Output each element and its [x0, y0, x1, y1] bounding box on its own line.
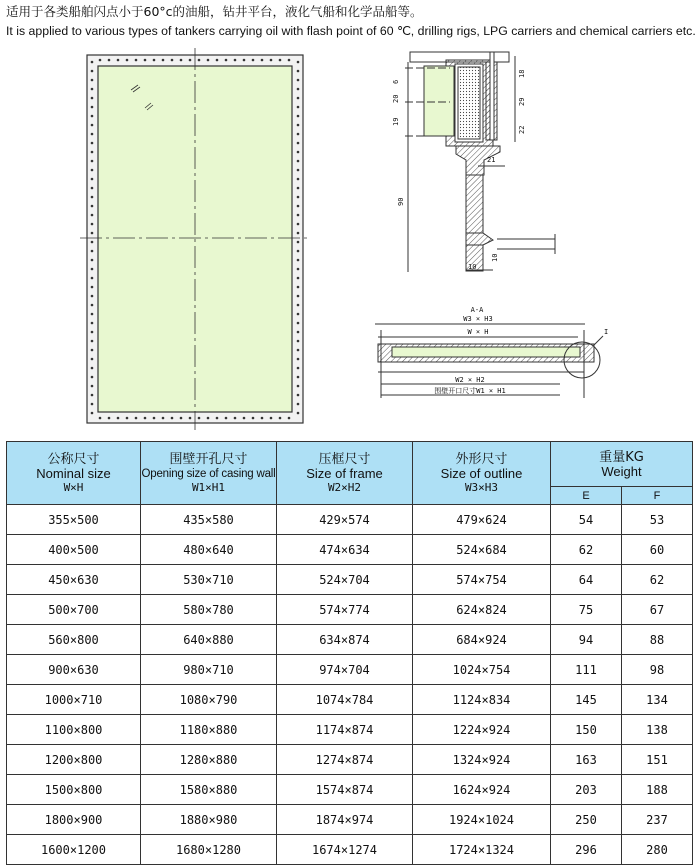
dim-label: 29: [518, 97, 526, 106]
bolt: [180, 417, 183, 420]
cell-frame: 1874×974: [277, 805, 413, 835]
cell-e: 163: [551, 745, 622, 775]
header-en: Nominal size: [36, 466, 111, 481]
header-en: Size of frame: [306, 466, 383, 481]
table-row: [7, 805, 693, 835]
bolt: [126, 417, 129, 420]
cell-e: 296: [551, 835, 622, 865]
cell-e: 111: [551, 655, 622, 685]
section-title: A-A: [470, 306, 484, 314]
bolt: [297, 97, 300, 100]
cell-opening: 1680×1280: [141, 835, 277, 865]
bolt: [91, 232, 94, 235]
bolt: [153, 417, 156, 420]
bolt: [243, 417, 246, 420]
bolt: [297, 358, 300, 361]
cell-opening: 480×640: [141, 535, 277, 565]
bolt: [153, 59, 156, 62]
bolt: [91, 385, 94, 388]
header-weight-f: F: [622, 487, 693, 505]
cell-e: 203: [551, 775, 622, 805]
bolt: [135, 59, 138, 62]
bolt: [189, 59, 192, 62]
cell-frame: 1074×784: [277, 685, 413, 715]
cell-e: 94: [551, 625, 622, 655]
bolt: [261, 417, 264, 420]
header-weight: [551, 442, 693, 487]
header-opening: [141, 442, 277, 505]
bolt: [297, 187, 300, 190]
cell-nominal: 1000×710: [7, 685, 141, 715]
cell-frame: 1274×874: [277, 745, 413, 775]
spec-table-body: [7, 505, 693, 865]
bolt: [91, 79, 94, 82]
cell-opening: 980×710: [141, 655, 277, 685]
intro-chinese: 适用于各类船舶闪点小于60°c的油船，钻井平台，液化气船和化学品船等。: [6, 4, 423, 19]
bolt: [234, 59, 237, 62]
cell-nominal: 450×630: [7, 565, 141, 595]
bolt: [297, 106, 300, 109]
cell-nominal: 355×500: [7, 505, 141, 535]
cell-opening: 435×580: [141, 505, 277, 535]
header-dim: W3×H3: [464, 481, 499, 494]
bolt: [216, 59, 219, 62]
bolt: [225, 417, 228, 420]
bolt: [297, 169, 300, 172]
bolt: [144, 417, 147, 420]
cell-f: 53: [622, 505, 693, 535]
bolt: [279, 417, 282, 420]
header-en: Opening size of casing wall: [141, 468, 276, 480]
cell-opening: 1180×880: [141, 715, 277, 745]
cell-opening: 530×710: [141, 565, 277, 595]
cell-f: 188: [622, 775, 693, 805]
header-en: Size of outline: [440, 466, 523, 481]
bolt: [91, 340, 94, 343]
bolt: [297, 340, 300, 343]
cell-e: 75: [551, 595, 622, 625]
bolt: [91, 286, 94, 289]
bolt: [91, 61, 94, 64]
cell-nominal: 1800×900: [7, 805, 141, 835]
bolt: [297, 124, 300, 127]
dim-nominal: W × H: [467, 328, 489, 336]
cell-nominal: 1600×1200: [7, 835, 141, 865]
bolt: [297, 259, 300, 262]
bolt: [91, 142, 94, 145]
bolt: [91, 133, 94, 136]
cell-opening: 1880×980: [141, 805, 277, 835]
bolt: [297, 241, 300, 244]
bolt: [297, 142, 300, 145]
bolt: [171, 417, 174, 420]
cell-e: 150: [551, 715, 622, 745]
header-weight-e: E: [551, 487, 622, 505]
bolt: [91, 124, 94, 127]
bolt: [207, 59, 210, 62]
bolt: [91, 250, 94, 253]
bolt: [234, 417, 237, 420]
bolt: [297, 313, 300, 316]
spec-table: [6, 441, 693, 865]
table-row: [7, 685, 693, 715]
cell-opening: 1080×790: [141, 685, 277, 715]
dim-opening: 围壁开口尺寸W1 × H1: [434, 387, 506, 395]
bolt: [297, 394, 300, 397]
bolt: [297, 277, 300, 280]
bolt: [216, 417, 219, 420]
bolt: [91, 331, 94, 334]
bolt: [189, 417, 192, 420]
bolt: [297, 133, 300, 136]
cell-nominal: 1500×800: [7, 775, 141, 805]
cell-f: 67: [622, 595, 693, 625]
header-zh: 公称尺寸: [47, 452, 100, 467]
bolt: [297, 376, 300, 379]
cell-frame: 474×634: [277, 535, 413, 565]
bolt: [297, 151, 300, 154]
bolt: [261, 59, 264, 62]
bolt: [297, 250, 300, 253]
cell-f: 280: [622, 835, 693, 865]
cell-outline: 684×924: [413, 625, 551, 655]
header-dim: W1×H1: [191, 481, 226, 494]
bolt: [91, 376, 94, 379]
cell-frame: 1674×1274: [277, 835, 413, 865]
cell-nominal: 900×630: [7, 655, 141, 685]
cell-nominal: 1200×800: [7, 745, 141, 775]
bolt: [91, 259, 94, 262]
cell-frame: 429×574: [277, 505, 413, 535]
header-nominal: [7, 442, 141, 505]
cell-e: 64: [551, 565, 622, 595]
bolt: [180, 59, 183, 62]
cell-f: 62: [622, 565, 693, 595]
detail-ref: I: [604, 328, 609, 336]
intro-english: It is applied to various types of tankers carrying oil with flash point of 60 ℃, drilling rigs, LPG carriers and chemical carriers etc.: [6, 24, 696, 38]
bolt: [198, 417, 201, 420]
bolt: [91, 412, 94, 415]
bolt: [91, 187, 94, 190]
dim-label: 18: [518, 69, 526, 78]
cell-outline: 574×754: [413, 565, 551, 595]
dim-label: 10: [468, 263, 477, 271]
bolt: [91, 358, 94, 361]
table-row: [7, 835, 693, 865]
bolt: [297, 196, 300, 199]
cell-outline: 479×624: [413, 505, 551, 535]
dim-label: 90: [397, 197, 405, 206]
bolt: [117, 59, 120, 62]
bolt: [91, 88, 94, 91]
cell-frame: 574×774: [277, 595, 413, 625]
bolt: [207, 417, 210, 420]
bolt: [297, 412, 300, 415]
bolt: [288, 59, 291, 62]
bolt: [135, 417, 138, 420]
cell-frame: 524×704: [277, 565, 413, 595]
cell-f: 98: [622, 655, 693, 685]
side-section-detail: [405, 52, 555, 272]
bolt: [225, 59, 228, 62]
bolt: [91, 223, 94, 226]
cell-outline: 624×824: [413, 595, 551, 625]
cell-outline: 1324×924: [413, 745, 551, 775]
bolt: [162, 59, 165, 62]
bolt: [297, 214, 300, 217]
bolt: [91, 214, 94, 217]
bolt: [288, 417, 291, 420]
dim-frame: W2 × H2: [455, 376, 485, 384]
bolt: [91, 151, 94, 154]
dim-label: 22: [518, 125, 526, 134]
header-zh: 重量KG: [599, 449, 644, 465]
bolt: [91, 160, 94, 163]
bolt: [297, 223, 300, 226]
bolt: [270, 59, 273, 62]
bolt: [297, 79, 300, 82]
cell-f: 134: [622, 685, 693, 715]
cell-frame: 974×704: [277, 655, 413, 685]
bolt: [91, 241, 94, 244]
cell-nominal: 1100×800: [7, 715, 141, 745]
bolt: [297, 178, 300, 181]
cell-outline: 1024×754: [413, 655, 551, 685]
cell-frame: 1174×874: [277, 715, 413, 745]
table-row: [7, 535, 693, 565]
bolt: [297, 88, 300, 91]
bolt: [91, 268, 94, 271]
cell-opening: 1280×880: [141, 745, 277, 775]
cell-opening: 580×780: [141, 595, 277, 625]
cell-nominal: 500×700: [7, 595, 141, 625]
header-zh: 围壁开孔尺寸: [169, 452, 248, 467]
bolt: [297, 70, 300, 73]
cell-f: 138: [622, 715, 693, 745]
bolt: [91, 106, 94, 109]
bolt: [91, 313, 94, 316]
bolt: [297, 268, 300, 271]
bolt: [91, 403, 94, 406]
table-row: [7, 625, 693, 655]
bolt: [297, 304, 300, 307]
cell-f: 60: [622, 535, 693, 565]
dim-label: 21: [487, 156, 496, 164]
bolt: [297, 205, 300, 208]
table-row: [7, 775, 693, 805]
bolt: [297, 367, 300, 370]
bolt: [99, 417, 102, 420]
bolt: [99, 59, 102, 62]
bolt: [297, 160, 300, 163]
cell-f: 88: [622, 625, 693, 655]
cell-opening: 1580×880: [141, 775, 277, 805]
bolt: [171, 59, 174, 62]
cell-f: 237: [622, 805, 693, 835]
table-row: [7, 595, 693, 625]
table-row: [7, 745, 693, 775]
cell-outline: 1124×834: [413, 685, 551, 715]
table-row: [7, 565, 693, 595]
bolt: [91, 115, 94, 118]
bolt: [144, 59, 147, 62]
bolt: [91, 304, 94, 307]
bolt: [126, 59, 129, 62]
bolt: [270, 417, 273, 420]
bolt: [297, 331, 300, 334]
bolt: [252, 417, 255, 420]
bolt: [297, 403, 300, 406]
dim-label: 19: [392, 117, 400, 126]
bolt: [91, 295, 94, 298]
dim-label: 6: [392, 79, 400, 84]
bolt: [243, 59, 246, 62]
bolt: [162, 417, 165, 420]
header-en: Weight: [601, 463, 642, 479]
cell-nominal: 560×800: [7, 625, 141, 655]
bolt: [91, 196, 94, 199]
table-row: [7, 655, 693, 685]
table-row: [7, 505, 693, 535]
bolt: [91, 97, 94, 100]
cell-e: 54: [551, 505, 622, 535]
bolt: [108, 417, 111, 420]
cell-e: 250: [551, 805, 622, 835]
cell-outline: 1924×1024: [413, 805, 551, 835]
bolt: [279, 59, 282, 62]
bolt: [297, 286, 300, 289]
cell-e: 62: [551, 535, 622, 565]
cell-outline: 1624×924: [413, 775, 551, 805]
bolt: [297, 295, 300, 298]
bolt: [91, 322, 94, 325]
header-outline: [413, 442, 551, 505]
header-zh: 外形尺寸: [455, 452, 508, 467]
cell-outline: 1224×924: [413, 715, 551, 745]
bolt: [297, 115, 300, 118]
bolt: [297, 61, 300, 64]
cell-outline: 524×684: [413, 535, 551, 565]
cell-frame: 1574×874: [277, 775, 413, 805]
dim-label: 20: [392, 94, 400, 103]
header-frame: [277, 442, 413, 505]
bolt: [198, 59, 201, 62]
bolt: [91, 394, 94, 397]
bolt: [91, 70, 94, 73]
bolt: [297, 385, 300, 388]
cell-outline: 1724×1324: [413, 835, 551, 865]
bolt: [297, 322, 300, 325]
header-zh: 压框尺寸: [318, 452, 371, 467]
cell-e: 145: [551, 685, 622, 715]
bolt: [91, 367, 94, 370]
bolt: [91, 349, 94, 352]
bolt: [91, 205, 94, 208]
dim-outline: W3 × H3: [463, 315, 493, 323]
dim-label: 10: [491, 253, 499, 262]
cell-opening: 640×880: [141, 625, 277, 655]
table-row: [7, 715, 693, 745]
bolt: [108, 59, 111, 62]
bolt: [252, 59, 255, 62]
bolt: [117, 417, 120, 420]
bolt: [91, 169, 94, 172]
cell-nominal: 400×500: [7, 535, 141, 565]
cell-frame: 634×874: [277, 625, 413, 655]
header-dim: W2×H2: [327, 481, 362, 494]
header-dim: W×H: [63, 481, 84, 494]
bolt: [297, 349, 300, 352]
bolt: [91, 277, 94, 280]
bolt: [91, 178, 94, 181]
cell-f: 151: [622, 745, 693, 775]
bolt: [297, 232, 300, 235]
